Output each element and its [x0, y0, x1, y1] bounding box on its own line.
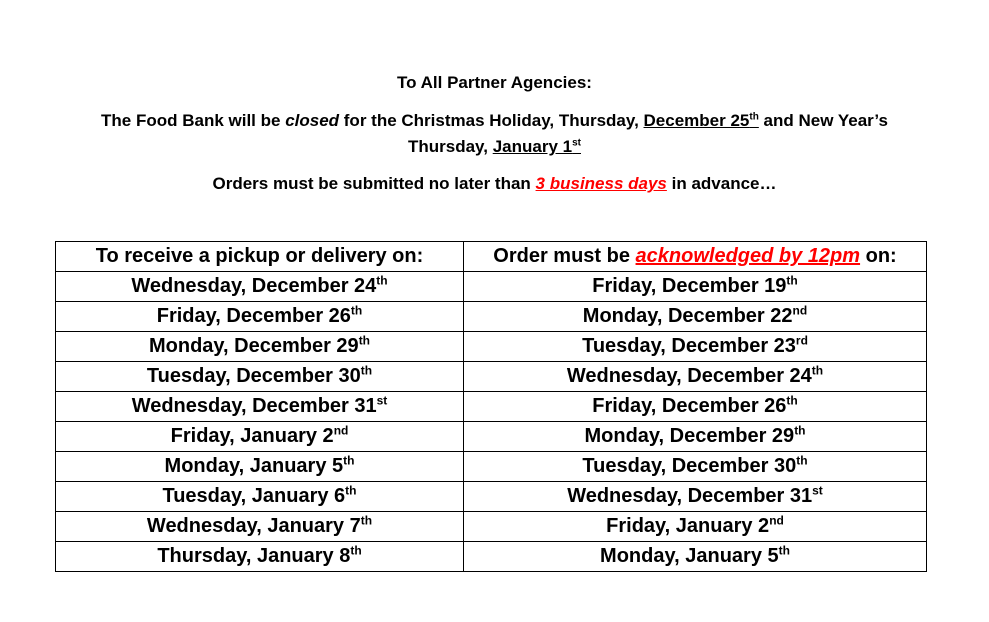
pickup-date-cell-text: Wednesday, December 31 [131, 395, 377, 417]
pickup-date-cell [56, 482, 464, 512]
schedule-rows [56, 272, 927, 572]
order-deadline-cell-text: Wednesday, December 31 [567, 485, 813, 507]
new-year-date-suffix: st [572, 137, 581, 149]
notice-closed: closed [285, 111, 340, 130]
notice-part1: The Food Bank will be [101, 111, 286, 130]
pickup-date-cell [56, 272, 464, 302]
christmas-date [644, 111, 759, 130]
closure-notice-line2 [0, 136, 989, 158]
pickup-date-cell [56, 332, 464, 362]
order-deadline-cell [464, 482, 927, 512]
table-row [56, 542, 927, 572]
order-deadline-cell [464, 392, 927, 422]
orders-highlight: 3 business days [535, 174, 667, 193]
pickup-date-cell-suffix: th [350, 303, 363, 318]
header-pickup [56, 242, 464, 272]
pickup-date-cell-suffix: th [358, 333, 371, 348]
closure-notice-line1 [0, 110, 989, 132]
order-deadline-cell [464, 332, 927, 362]
order-deadline-cell-suffix: th [811, 363, 824, 378]
order-deadline-cell-suffix: nd [792, 303, 808, 318]
pickup-date-cell-text: Wednesday, December 24 [131, 275, 377, 297]
order-deadline-cell [464, 512, 927, 542]
pickup-date-cell-suffix: th [360, 363, 373, 378]
new-year-date-text: January 1 [492, 137, 573, 156]
notice-line2-prefix: Thursday, [408, 137, 493, 156]
orders-after: in advance… [666, 174, 777, 193]
order-deadline-cell-suffix: th [794, 423, 806, 438]
table-row [56, 422, 927, 452]
table-row [56, 332, 927, 362]
order-deadline-cell-text: Monday, January 5 [600, 545, 779, 567]
header-order [464, 242, 927, 272]
pickup-date-cell [56, 512, 464, 542]
pickup-date-cell [56, 362, 464, 392]
schedule-table [55, 241, 927, 572]
order-deadline-cell-suffix: th [786, 273, 798, 288]
header-order-before: Order must be [493, 245, 636, 267]
table-row [56, 452, 927, 482]
order-deadline-cell-text: Tuesday, December 23 [582, 335, 796, 357]
pickup-date-cell-suffix: nd [333, 423, 349, 438]
table-row [56, 302, 927, 332]
pickup-date-cell [56, 302, 464, 332]
new-year-date [493, 137, 581, 156]
order-deadline-cell-suffix: th [786, 393, 798, 408]
table-row [56, 392, 927, 422]
pickup-date-cell [56, 452, 464, 482]
order-deadline-cell [464, 272, 927, 302]
header-order-after: on: [860, 245, 897, 267]
order-deadline-cell [464, 362, 927, 392]
order-deadline-cell-text: Monday, December 22 [582, 305, 793, 327]
pickup-date-cell-suffix: st [376, 393, 388, 408]
pickup-date-cell-suffix: th [376, 273, 388, 288]
order-deadline-cell [464, 422, 927, 452]
pickup-date-cell-text: Tuesday, December 30 [146, 365, 361, 387]
christmas-date-text: December 25 [643, 111, 750, 130]
order-deadline-cell [464, 302, 927, 332]
orders-before: Orders must be submitted no later than [212, 174, 536, 193]
order-deadline-cell-suffix: nd [769, 513, 784, 528]
pickup-date-cell-suffix: th [360, 513, 373, 528]
pickup-date-cell-suffix: th [345, 483, 357, 498]
pickup-date-cell [56, 392, 464, 422]
header-pickup-text: To receive a pickup or delivery on: [95, 245, 424, 267]
order-deadline-cell-text: Tuesday, December 30 [582, 455, 797, 477]
pickup-date-cell-text: Monday, January 5 [164, 455, 344, 477]
pickup-date-cell-suffix: th [343, 453, 355, 468]
order-deadline-cell-text: Wednesday, December 24 [566, 365, 812, 387]
christmas-date-suffix: th [749, 111, 759, 123]
notice-part2: for the Christmas Holiday, Thursday, [339, 111, 644, 130]
order-deadline-cell-text: Monday, December 29 [584, 425, 795, 447]
order-deadline-cell-suffix: th [778, 543, 790, 558]
order-deadline-cell-suffix: th [796, 453, 808, 468]
pickup-date-cell-text: Monday, December 29 [148, 335, 359, 357]
order-deadline-cell-text: Friday, January 2 [606, 515, 770, 537]
pickup-date-cell-text: Friday, December 26 [156, 305, 351, 327]
header-order-highlight: acknowledged by 12pm [635, 245, 861, 267]
order-deadline-cell-text: Friday, December 26 [592, 395, 787, 417]
pickup-date-cell-text: Thursday, January 8 [157, 545, 351, 567]
order-deadline-cell-suffix: rd [795, 333, 808, 348]
pickup-date-cell-text: Friday, January 2 [170, 425, 334, 447]
table-row [56, 272, 927, 302]
order-deadline-cell-text: Friday, December 19 [592, 275, 787, 297]
order-deadline-cell-suffix: st [812, 483, 823, 498]
order-deadline-cell [464, 452, 927, 482]
pickup-date-cell-suffix: th [350, 543, 362, 558]
table-header-row [56, 242, 927, 272]
pickup-date-cell [56, 542, 464, 572]
pickup-date-cell-text: Tuesday, January 6 [162, 485, 346, 507]
order-deadline-cell [464, 542, 927, 572]
table-row [56, 512, 927, 542]
table-row [56, 482, 927, 512]
greeting-heading [0, 72, 989, 94]
notice-part3: and New Year’s [758, 111, 888, 130]
greeting-text: To All Partner Agencies: [397, 73, 592, 92]
pickup-date-cell-text: Wednesday, January 7 [146, 515, 361, 537]
table-row [56, 362, 927, 392]
orders-notice [0, 173, 989, 195]
pickup-date-cell [56, 422, 464, 452]
